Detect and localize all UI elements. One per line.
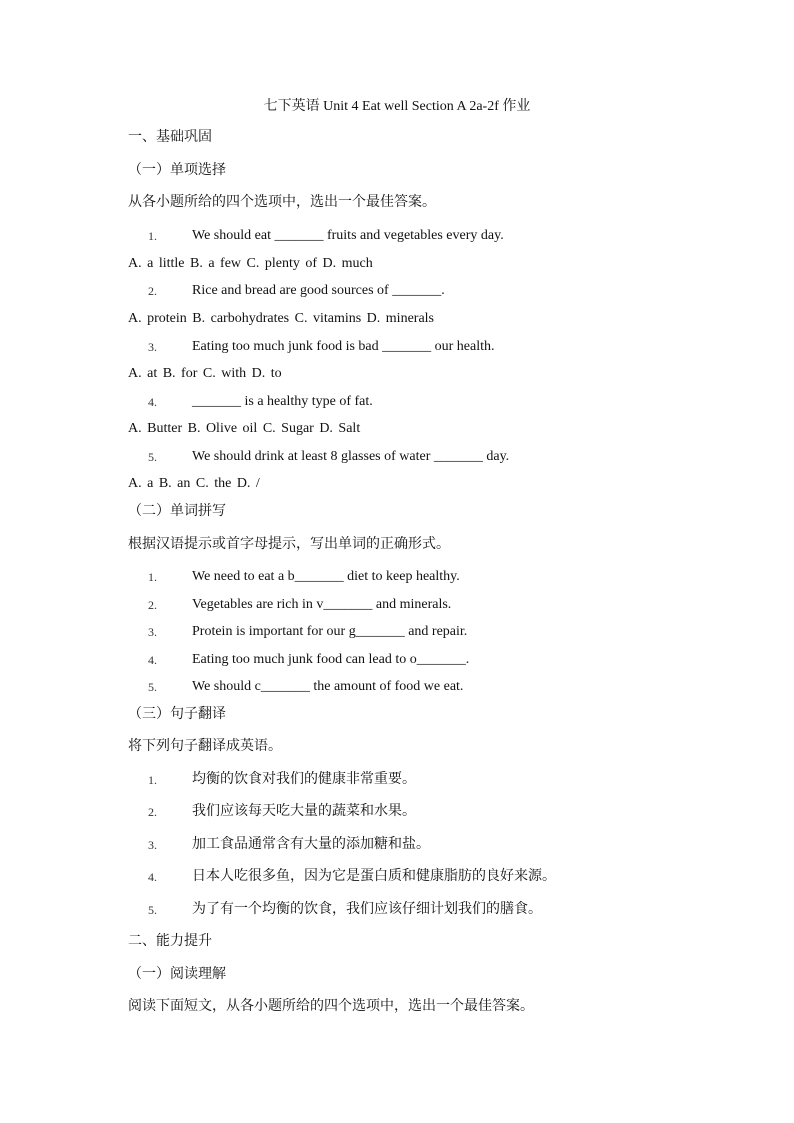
sec1-q2-number: 2. — [148, 284, 157, 298]
sec1-q2-text: Rice and bread are good sources of _______. — [192, 283, 445, 298]
sec1-q3-text: Eating too much junk food is bad _______ our health. — [192, 339, 495, 354]
sec2-q2-number: 2. — [148, 598, 157, 612]
sec2-q1-text: We need to eat a b_______ diet to keep healthy. — [192, 569, 460, 584]
sec1-q4-number: 4. — [148, 395, 157, 409]
sec1-q5-options: A. a B. an C. the D. / — [128, 476, 260, 491]
sec3-q5-text: 为了有一个均衡的饮食，我们应该仔细计划我们的膳食。 — [192, 901, 542, 917]
sec3-heading: （三）句子翻译 — [128, 706, 226, 722]
sec2-q3-text: Protein is important for our g_______ and repair. — [192, 624, 468, 639]
sec1-q3-options: A. at B. for C. with D. to — [128, 366, 282, 381]
sec2-q5-number: 5. — [148, 680, 157, 694]
part2-heading: 二、能力提升 — [128, 933, 212, 949]
sec3-q5-number: 5. — [148, 903, 157, 917]
sec3-q1-number: 1. — [148, 773, 157, 787]
sec1-q4-options: A. Butter B. Olive oil C. Sugar D. Salt — [128, 421, 361, 436]
sec1-q1-number: 1. — [148, 229, 157, 243]
sec1-q1-options: A. a little B. a few C. plenty of D. much — [128, 256, 373, 271]
sec2-q4-text: Eating too much junk food can lead to o_______. — [192, 652, 470, 667]
sec3-q3-text: 加工食品通常含有大量的添加糖和盐。 — [192, 836, 430, 852]
sec2-q3-number: 3. — [148, 625, 157, 639]
sec3-q4-number: 4. — [148, 870, 157, 884]
sec1-q4-text: _______ is a healthy type of fat. — [192, 394, 373, 409]
sec3-q1-text: 均衡的饮食对我们的健康非常重要。 — [192, 771, 416, 787]
sec3-q4-text: 日本人吃很多鱼，因为它是蛋白质和健康脂肪的良好来源。 — [192, 868, 556, 884]
sec2-q2-text: Vegetables are rich in v_______ and minerals. — [192, 597, 452, 612]
sec2-instruction: 根据汉语提示或首字母提示，写出单词的正确形式。 — [128, 536, 450, 552]
sec3-q3-number: 3. — [148, 838, 157, 852]
sec2-q4-number: 4. — [148, 653, 157, 667]
sec2-q5-text: We should c_______ the amount of food we eat. — [192, 679, 464, 694]
sec3-q2-number: 2. — [148, 805, 157, 819]
sec1-heading: （一）单项选择 — [128, 162, 226, 178]
sec3-q2-text: 我们应该每天吃大量的蔬菜和水果。 — [192, 803, 416, 819]
part2-sec1-heading: （一）阅读理解 — [128, 966, 226, 982]
sec1-q5-text: We should drink at least 8 glasses of water _______ day. — [192, 449, 510, 464]
sec1-q5-number: 5. — [148, 450, 157, 464]
sec1-q3-number: 3. — [148, 340, 157, 354]
sec1-q1-text: We should eat _______ fruits and vegetables every day. — [192, 228, 504, 243]
sec1-q2-options: A. protein B. carbohydrates C. vitamins D. minerals — [128, 311, 434, 326]
part2-sec1-instruction: 阅读下面短文，从各小题所给的四个选项中，选出一个最佳答案。 — [128, 998, 534, 1014]
sec2-q1-number: 1. — [148, 570, 157, 584]
sec1-instruction: 从各小题所给的四个选项中，选出一个最佳答案。 — [128, 194, 436, 210]
sec3-instruction: 将下列句子翻译成英语。 — [128, 738, 282, 754]
document-title: 七下英语 Unit 4 Eat well Section A 2a-2f 作业 — [263, 99, 531, 114]
part1-heading: 一、基础巩固 — [128, 129, 212, 145]
sec2-heading: （二）单词拼写 — [128, 503, 226, 519]
